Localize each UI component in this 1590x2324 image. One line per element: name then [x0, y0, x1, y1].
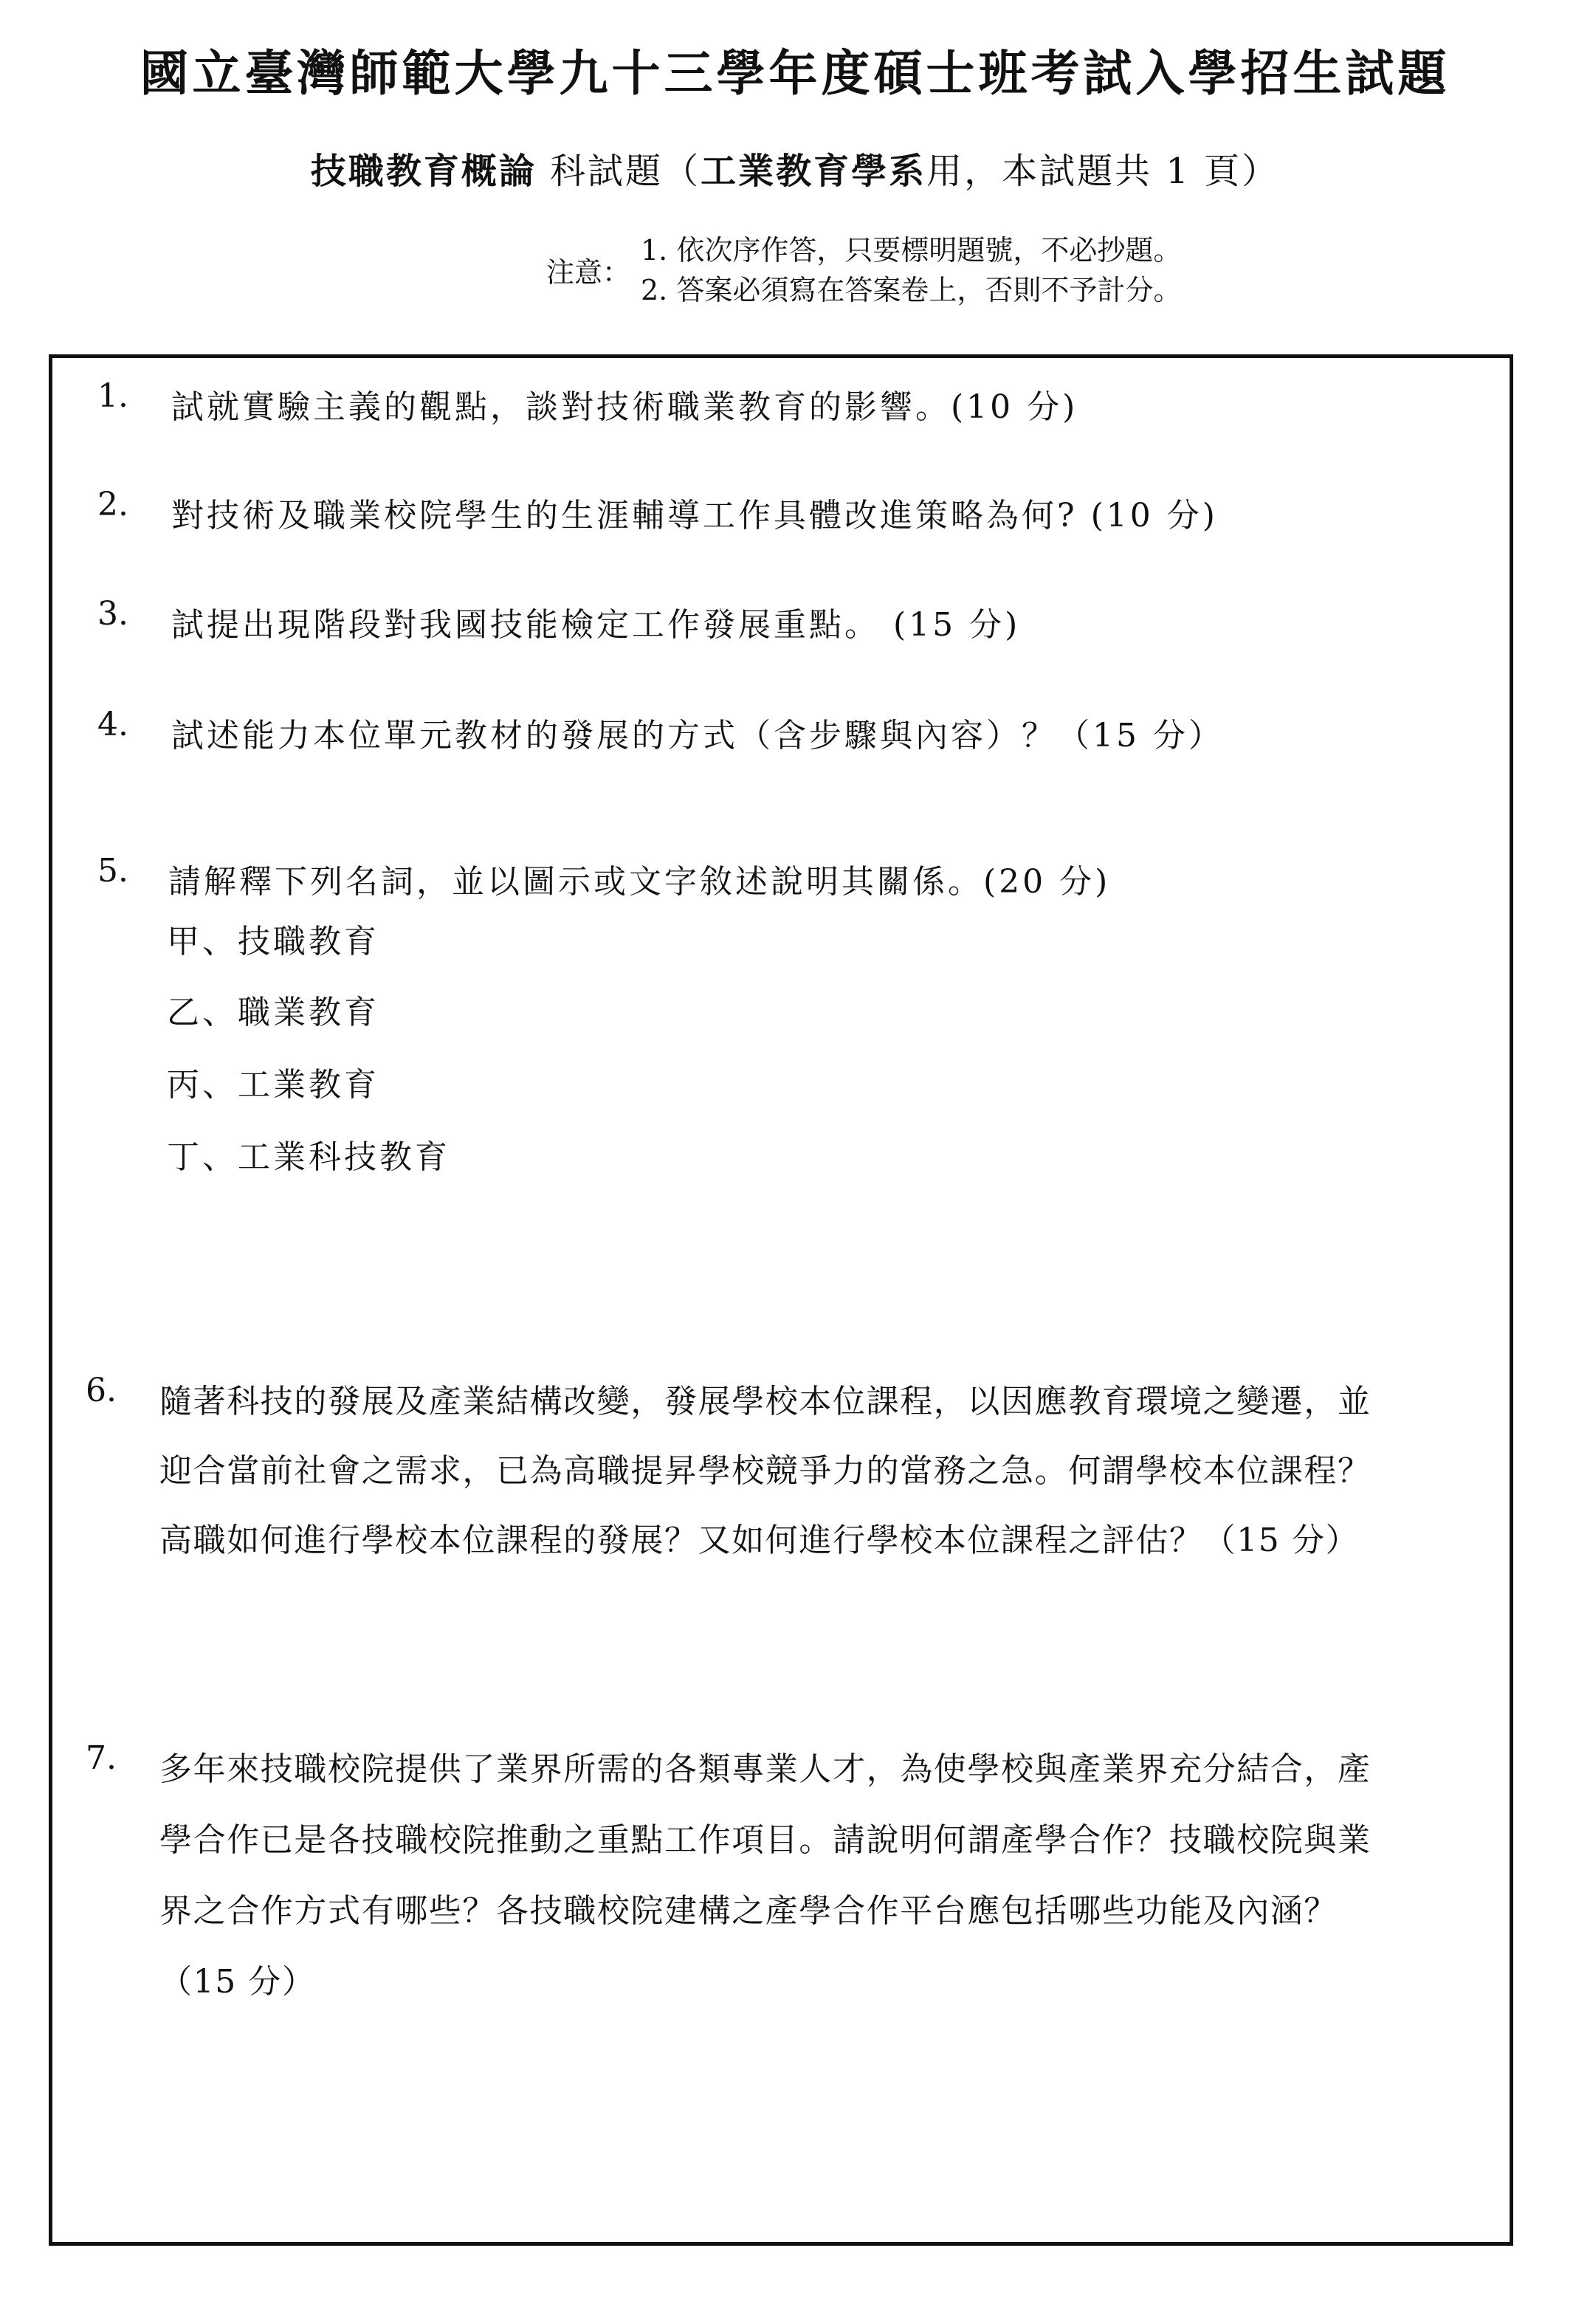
- subtitle-text: 科試題（: [550, 151, 701, 192]
- question-text-line: 界之合作方式有哪些？各技職校院建構之產學合作平台應包括哪些功能及內涵？: [159, 1892, 1338, 1930]
- question-number: 4.: [97, 706, 128, 743]
- term-item: 乙、職業教育: [167, 994, 379, 1031]
- question-text-line: 多年來技職校院提供了業界所需的各類專業人才，為使學校與產業界充分結合，產: [159, 1750, 1372, 1788]
- exam-subtitle: [0, 151, 1590, 192]
- term-item: 丙、工業教育: [167, 1066, 379, 1104]
- question-text: 請解釋下列名詞，並以圖示或文字敘述說明其關係。(20 分): [168, 863, 1111, 901]
- question-number: 3.: [97, 595, 128, 633]
- question-text-line: （15 分）: [159, 1963, 316, 2001]
- question-text-line: 隨著科技的發展及產業結構改變，發展學校本位課程，以因應教育環境之變遷，並: [159, 1383, 1372, 1420]
- question-text-line: 學合作已是各技職校院推動之重點工作項目。請說明何謂產學合作？技職校院與業: [159, 1821, 1372, 1859]
- question-number: 2.: [97, 486, 128, 523]
- term-item: 甲、技職教育: [167, 923, 379, 960]
- question-text: 試就實驗主義的觀點，談對技術職業教育的影響。(10 分): [171, 388, 1078, 426]
- question-text: 試提出現階段對我國技能檢定工作發展重點。 (15 分): [171, 606, 1021, 644]
- subject-name: 技職教育概論: [310, 151, 537, 192]
- notice-item: 1. 依次序作答，只要標明題號，不必抄題。: [641, 234, 1182, 267]
- subtitle-tail: 用，本試題共 1 頁）: [926, 151, 1280, 192]
- exam-title: 國立臺灣師範大學九十三學年度碩士班考試入學招生試題: [140, 44, 1450, 102]
- question-text-line: 迎合當前社會之需求，已為高職提昇學校競爭力的當務之急。何謂學校本位課程？: [159, 1452, 1372, 1490]
- notice-label: 注意：: [546, 256, 631, 289]
- question-number: 6.: [86, 1372, 117, 1409]
- question-text: 對技術及職業校院學生的生涯輔導工作具體改進策略為何? (10 分): [171, 497, 1218, 534]
- question-text-line: 高職如何進行學校本位課程的發展？又如何進行學校本位課程之評估？（15 分）: [159, 1522, 1360, 1559]
- question-number: 1.: [97, 377, 128, 415]
- term-item: 丁、工業科技教育: [167, 1138, 450, 1176]
- question-number: 5.: [97, 852, 128, 890]
- notice-item: 2. 答案必須寫在答案卷上，否則不予計分。: [641, 274, 1182, 306]
- department-name: 工業教育學系: [701, 151, 927, 192]
- notice-items: [641, 230, 1181, 310]
- question-text: 試述能力本位單元教材的發展的方式（含步驟與內容）？（15 分）: [171, 717, 1224, 754]
- question-number: 7.: [86, 1739, 117, 1777]
